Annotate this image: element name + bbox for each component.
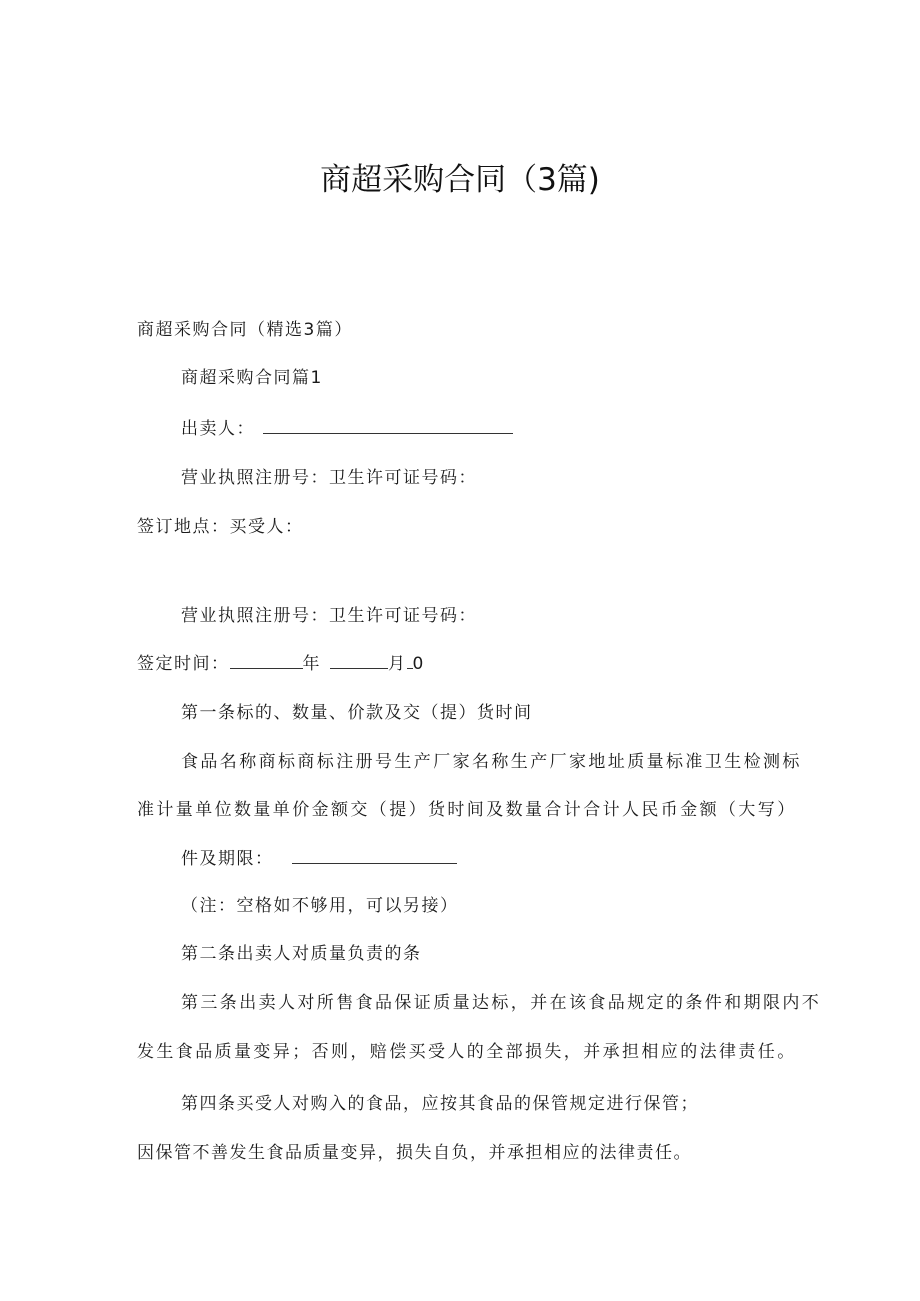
seller-label: 出卖人： xyxy=(181,419,255,439)
clause-4-line-2: 因保管不善发生食品质量变异，损失自负，并承担相应的法律责任。 xyxy=(137,1143,692,1163)
buyer-license-line: 营业执照注册号：卫生许可证号码： xyxy=(181,606,477,626)
year-label: 年 xyxy=(302,654,321,674)
table-header-line-2: 准计量单位数量单价金额交（提）货时间及数量合计合计人民币金额（大写） xyxy=(137,800,797,820)
sign-date-label: 签定时间： xyxy=(137,654,230,674)
subtitle-line: 商超采购合同（精选3篇） xyxy=(137,320,353,340)
month-blank xyxy=(330,652,388,669)
day-value: 0 xyxy=(412,654,425,674)
seller-blank xyxy=(263,417,513,434)
seller-line xyxy=(181,417,513,441)
table-header-line-1: 食品名称商标商标注册号生产厂家名称生产厂家地址质量标准卫生检测标 xyxy=(181,752,802,772)
document-title: 商超采购合同（3篇) xyxy=(320,162,600,198)
clause-3-line-2: 发生食品质量变异；否则，赔偿买受人的全部损失，并承担相应的法律责任。 xyxy=(137,1042,797,1062)
section-heading: 商超采购合同篇1 xyxy=(181,368,323,388)
clause-2-heading: 第二条出卖人对质量负责的条 xyxy=(181,944,422,964)
clause-4-line-1: 第四条买受人对购入的食品，应按其食品的保管规定进行保管； xyxy=(181,1094,699,1114)
sign-date-line xyxy=(137,652,425,676)
clause-1-heading: 第一条标的、数量、价款及交（提）货时间 xyxy=(181,703,533,723)
seller-license-line: 营业执照注册号：卫生许可证号码： xyxy=(181,468,477,488)
note-line: （注：空格如不够用，可以另接） xyxy=(181,896,459,916)
year-blank xyxy=(230,652,303,669)
term-label: 件及期限： xyxy=(181,849,274,869)
clause-3-line-1: 第三条出卖人对所售食品保证质量达标，并在该食品规定的条件和期限内不 xyxy=(181,993,822,1013)
sign-place-line: 签订地点：买受人： xyxy=(137,517,304,537)
term-line xyxy=(181,847,457,871)
month-label: 月 xyxy=(388,654,407,674)
term-blank xyxy=(292,847,457,864)
